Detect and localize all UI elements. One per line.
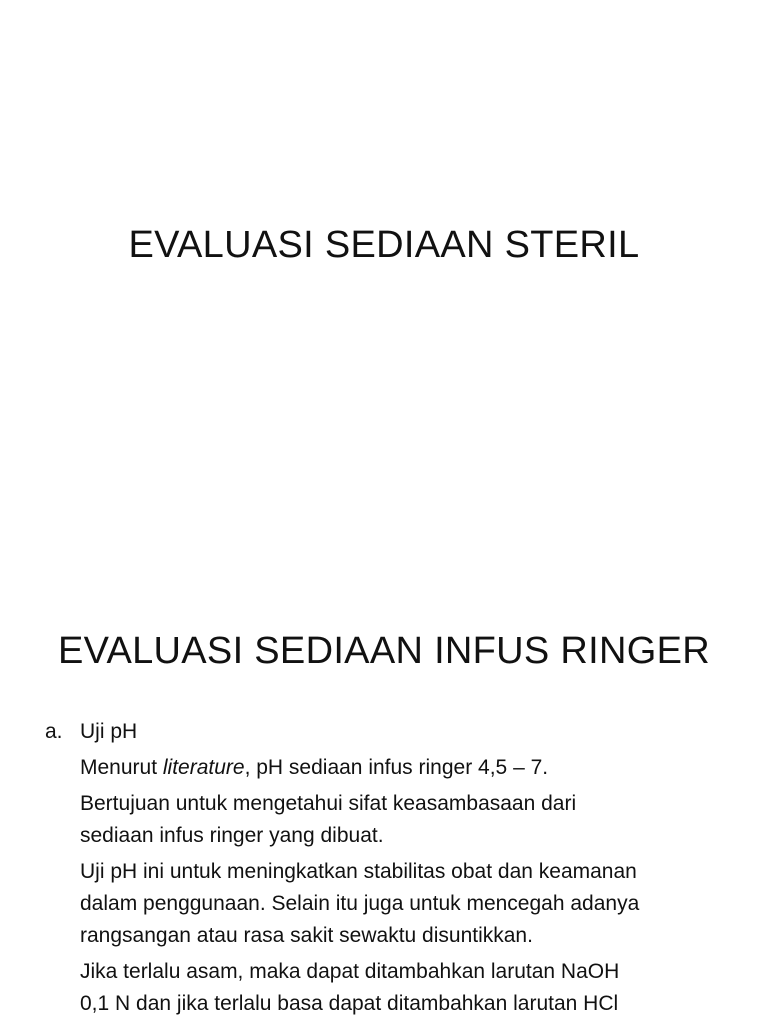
- paragraph-stability: [80, 856, 740, 952]
- paragraph-line: dalam penggunaan. Selain itu juga untuk mencegah adanya: [80, 892, 640, 915]
- slide-content-heading: EVALUASI SEDIAAN INFUS RINGER: [57, 630, 711, 672]
- paragraph-text: Menurut: [80, 756, 163, 779]
- paragraph-line: rangsangan atau rasa sakit sewaktu disuntikkan.: [80, 924, 533, 947]
- paragraph-literature: [80, 752, 740, 784]
- list-item-label: Uji pH: [80, 720, 138, 743]
- paragraph-purpose: [80, 788, 740, 852]
- paragraph-line: sediaan infus ringer yang dibuat.: [80, 824, 384, 847]
- paragraph-line: Jika terlalu asam, maka dapat ditambahkan larutan NaOH: [80, 960, 620, 983]
- paragraph-line: 0,1 N dan jika terlalu basa dapat ditambahkan larutan HCl: [80, 992, 619, 1015]
- emphasis-text: literature: [162, 756, 245, 779]
- paragraph-line: Bertujuan untuk mengetahui sifat keasambasaan dari: [80, 792, 577, 815]
- paragraph-text: , pH sediaan infus ringer 4,5 – 7.: [244, 756, 549, 779]
- paragraph-adjustment: [80, 956, 740, 1020]
- list-item-header: [0, 716, 768, 748]
- list-marker: a.: [45, 720, 63, 743]
- paragraph-line: Uji pH ini untuk meningkatkan stabilitas obat dan keamanan: [80, 860, 637, 883]
- slide-content: [0, 576, 768, 1024]
- content-body: [0, 716, 768, 1020]
- slide-title-heading: EVALUASI SEDIAAN STERIL: [128, 224, 640, 266]
